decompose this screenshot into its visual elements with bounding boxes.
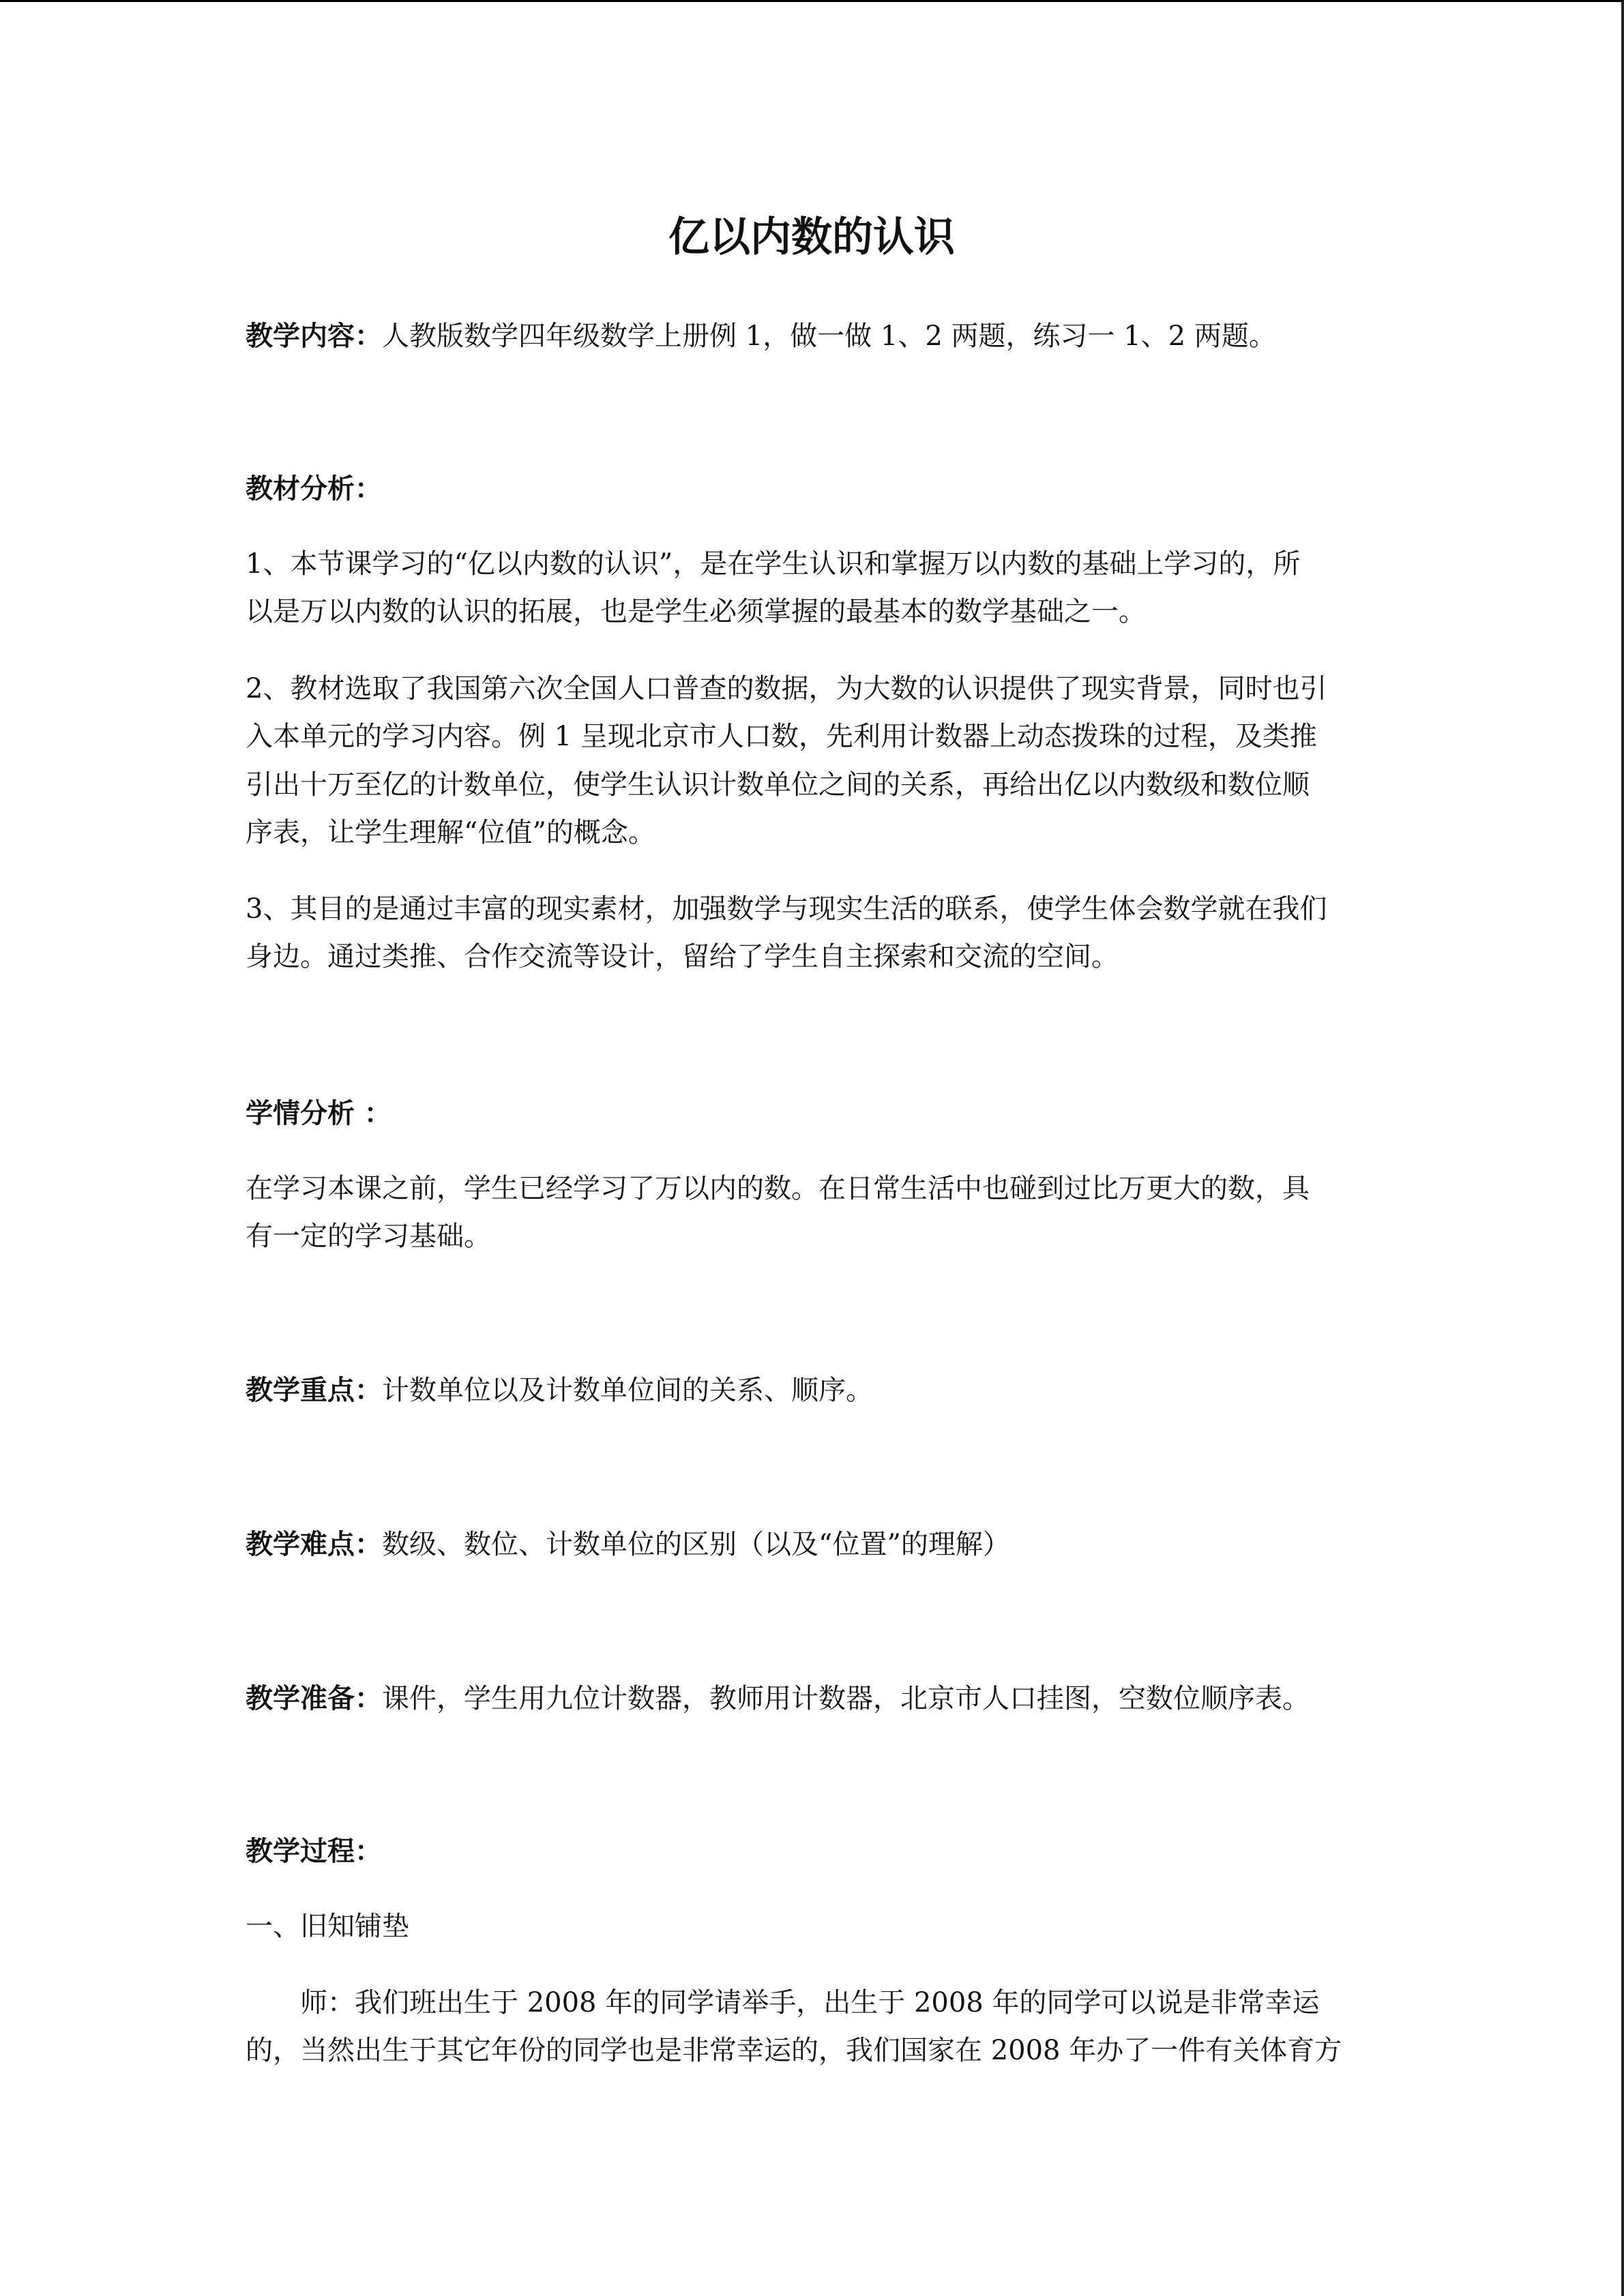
teaching-content-label: 教学内容： bbox=[246, 320, 382, 352]
learner-line: 有一定的学习基础。 bbox=[246, 1221, 491, 1252]
analysis-p2-line: 2、教材选取了我国第六次全国人口普查的数据，为大数的认识提供了现实背景，同时也引 bbox=[246, 673, 1327, 704]
difficulty-label: 教学难点： bbox=[246, 1528, 382, 1560]
preparation bbox=[246, 1680, 1310, 1718]
teaching-content bbox=[246, 317, 1276, 355]
process-step-1: 一、旧知铺垫 bbox=[246, 1911, 409, 1942]
analysis-p1-line: 1、本节课学习的“亿以内数的认识”，是在学生认识和掌握万以内数的基础上学习的，所 bbox=[246, 548, 1301, 580]
preparation-text: 课件，学生用九位计数器，教师用计数器，北京市人口挂图，空数位顺序表。 bbox=[382, 1683, 1310, 1714]
key-point bbox=[246, 1371, 873, 1410]
key-point-text: 计数单位以及计数单位间的关系、顺序。 bbox=[382, 1375, 873, 1406]
analysis-p3-line: 3、其目的是通过丰富的现实素材，加强数学与现实生活的联系，使学生体会数学就在我们 bbox=[246, 893, 1327, 925]
process-heading: 教学过程： bbox=[246, 1835, 382, 1867]
analysis-p1-line: 以是万以内数的认识的拓展，也是学生必须掌握的最基本的数学基础之一。 bbox=[246, 596, 1146, 627]
teaching-content-text: 人教版数学四年级数学上册例 1，做一做 1、2 两题，练习一 1、2 两题。 bbox=[382, 320, 1276, 352]
analysis-p2-line: 引出十万至亿的计数单位，使学生认识计数单位之间的关系，再给出亿以内数级和数位顺 bbox=[246, 769, 1310, 801]
process-line: 的，当然出生于其它年份的同学也是非常幸运的，我们国家在 2008 年办了一件有关体育方 bbox=[246, 2035, 1342, 2066]
page-title: 亿以内数的认识 bbox=[668, 213, 955, 261]
difficulty bbox=[246, 1525, 1010, 1564]
analysis-p3-line: 身边。通过类推、合作交流等设计，留给了学生自主探索和交流的空间。 bbox=[246, 941, 1119, 972]
difficulty-text: 数级、数位、计数单位的区别（以及“位置”的理解） bbox=[382, 1529, 1010, 1560]
key-point-label: 教学重点： bbox=[246, 1374, 382, 1406]
analysis-heading: 教材分析： bbox=[246, 473, 382, 505]
analysis-p2-line: 入本单元的学习内容。例 1 呈现北京市人口数，先利用计数器上动态拨珠的过程，及类推 bbox=[246, 721, 1317, 752]
learner-line: 在学习本课之前，学生已经学习了万以内的数。在日常生活中也碰到过比万更大的数，具 bbox=[246, 1173, 1310, 1204]
process-line: 师：我们班出生于 2008 年的同学请举手，出生于 2008 年的同学可以说是非常幸运 bbox=[300, 1987, 1320, 2018]
learner-heading: 学情分析 ： bbox=[246, 1097, 392, 1129]
preparation-label: 教学准备： bbox=[246, 1682, 382, 1714]
analysis-p2-line: 序表，让学生理解“位值”的概念。 bbox=[246, 817, 655, 848]
